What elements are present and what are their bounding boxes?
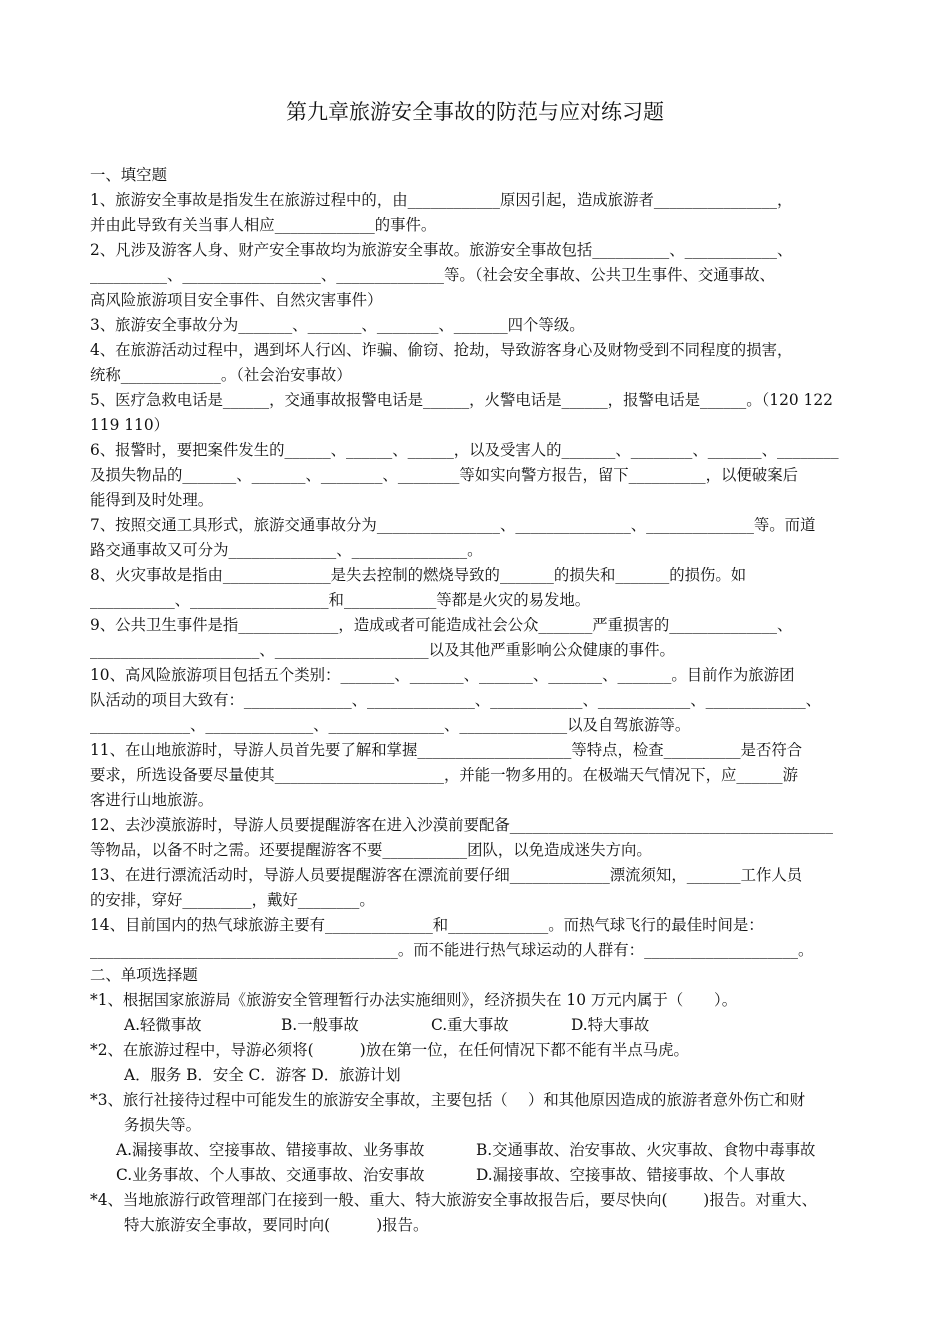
question-3-option-c: C.业务事故、个人事故、交通事故、治安事故 xyxy=(116,1166,425,1184)
fill-in-line: ________________________________________。而不能进行热气球运动的人群有：____________________。 xyxy=(90,941,814,959)
fill-in-line: 能得到及时处理。 xyxy=(90,491,214,509)
fill-in-line: 高风险旅游项目安全事件、自然灾害事件） xyxy=(90,291,383,309)
section-heading-fill-in: 一、填空题 xyxy=(90,166,167,184)
fill-in-line: 队活动的项目大致有：______________、______________、____________、____________、_____________、 xyxy=(90,691,822,709)
question-3-options-row-2 xyxy=(90,1163,860,1188)
question-3-option-b: B.交通事故、治安事故、火灾事故、食物中毒事故 xyxy=(476,1141,816,1159)
fill-in-questions xyxy=(90,188,860,963)
fill-in-line: __________、__________________、______________等。（社会安全事故、公共卫生事件、交通事故、 xyxy=(90,266,775,284)
fill-in-line: 4、在旅游活动过程中，遇到坏人行凶、诈骗、偷窃、抢劫，导致游客身心及财物受到不同程度的损害， xyxy=(90,341,793,359)
fill-in-line: 路交通事故又可分为______________、_______________。 xyxy=(90,541,483,559)
section-heading-single-choice: 二、单项选择题 xyxy=(90,966,198,984)
fill-in-line: 及损失物品的_______、_______、________、________等如实向警方报告，留下__________，以便破案后 xyxy=(90,466,798,484)
fill-in-line: 8、火灾事故是指由______________是失去控制的燃烧导致的_______的损失和_______的损伤。如 xyxy=(90,566,747,584)
fill-in-line: 等物品，以备不时之需。还要提醒游客不要___________团队，以免造成迷失方向。 xyxy=(90,841,652,859)
question-3-stem-line-2: 务损失等。 xyxy=(124,1116,201,1134)
question-1-option-c: C.重大事故 xyxy=(431,1016,509,1034)
question-2-stem: *2、在旅游过程中，导游必须将( )放在第一位，在任何情况下都不能有半点马虎。 xyxy=(90,1041,689,1059)
fill-in-line: 6、报警时，要把案件发生的______、______、______，以及受害人的_______、________、_______、________ xyxy=(90,441,839,459)
fill-in-line: ___________、__________________和____________等都是火灾的易发地。 xyxy=(90,591,591,609)
fill-in-line: 11、在山地旅游时，导游人员首先要了解和掌握____________________等特点，检查__________是否符合 xyxy=(90,741,803,759)
question-1-option-a: A.轻微事故 xyxy=(124,1016,202,1034)
fill-in-line: 客进行山地旅游。 xyxy=(90,791,214,809)
question-3-options-row-1 xyxy=(90,1138,860,1163)
fill-in-line: 10、高风险旅游项目包括五个类别：_______、_______、_______、_______、_______。目前作为旅游团 xyxy=(90,666,795,684)
question-4-stem-line-2: 特大旅游安全事故，要同时向( )报告。 xyxy=(124,1216,429,1234)
fill-in-line: 1、旅游安全事故是指发生在旅游过程中的，由____________原因引起，造成旅游者________________， xyxy=(90,191,793,209)
question-1-option-b: B.一般事故 xyxy=(281,1016,359,1034)
question-3-option-a: A.漏接事故、空接事故、错接事故、业务事故 xyxy=(116,1141,425,1159)
question-2-options: A．服务 B．安全 C．游客 D．旅游计划 xyxy=(124,1066,401,1084)
fill-in-line: 2、凡涉及游客人身、财产安全事故均为旅游安全事故。旅游安全事故包括__________、____________、 xyxy=(90,241,793,259)
fill-in-line: 并由此导致有关当事人相应_____________的事件。 xyxy=(90,216,437,234)
fill-in-line: 14、目前国内的热气球旅游主要有______________和_____________。而热气球飞行的最佳时间是： xyxy=(90,916,764,934)
document-body xyxy=(90,163,860,1238)
fill-in-line: 统称_____________。（社会治安事故） xyxy=(90,366,352,384)
fill-in-line: 7、按照交通工具形式，旅游交通事故分为________________、_______________、______________等。而道 xyxy=(90,516,816,534)
question-3-option-d: D.漏接事故、空接事故、错接事故、个人事故 xyxy=(476,1166,786,1184)
fill-in-line: 的安排，穿好_________，戴好________。 xyxy=(90,891,375,909)
question-3-stem-line-1: *3、旅行社接待过程中可能发生的旅游安全事故，主要包括（ ）和其他原因造成的旅游者意外伤亡和财 xyxy=(90,1091,805,1109)
fill-in-line: 12、去沙漠旅游时，导游人员要提醒游客在进入沙漠前要配备__________________________________________ xyxy=(90,816,833,834)
fill-in-line: _____________、______________、_______________、______________以及自驾旅游等。 xyxy=(90,716,691,734)
fill-in-line: 5、医疗急救电话是______，交通事故报警电话是______，火警电话是______，报警电话是______。（120 122 xyxy=(90,391,833,409)
question-1-options xyxy=(90,1013,860,1038)
question-1-stem: *1、根据国家旅游局《旅游安全管理暂行办法实施细则》，经济损失在 10 万元内属于（ ）。 xyxy=(90,991,738,1009)
fill-in-line: 3、旅游安全事故分为_______、_______、________、_______四个等级。 xyxy=(90,316,585,334)
fill-in-line: 要求，所选设备要尽量使其______________________，并能一物多用的。在极端天气情况下，应______游 xyxy=(90,766,798,784)
question-4-stem-line-1: *4、当地旅游行政管理部门在接到一般、重大、特大旅游安全事故报告后，要尽快向( )报告。对重大、 xyxy=(90,1191,817,1209)
fill-in-line: 9、公共卫生事件是指_____________，造成或者可能造成社会公众_______严重损害的______________、 xyxy=(90,616,793,634)
page-title: 第九章旅游安全事故的防范与应对练习题 xyxy=(286,100,664,124)
fill-in-line: 13、在进行漂流活动时，导游人员要提醒游客在漂流前要仔细_____________漂流须知，_______工作人员 xyxy=(90,866,803,884)
fill-in-line: 119 110） xyxy=(90,416,170,434)
question-1-option-d: D.特大事故 xyxy=(571,1016,650,1034)
fill-in-line: ______________________、____________________以及其他严重影响公众健康的事件。 xyxy=(90,641,675,659)
